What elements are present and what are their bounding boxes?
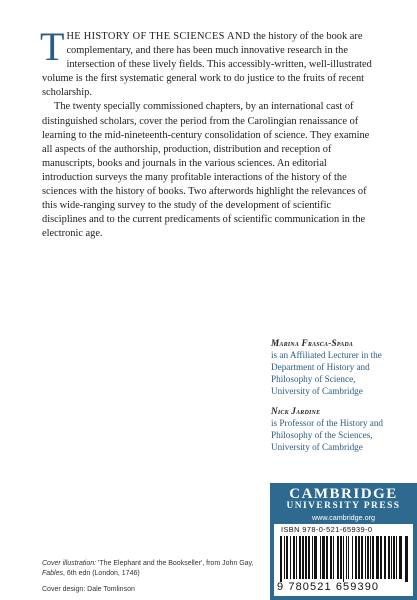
barcode-bar: [388, 536, 390, 579]
barcode-bar: [343, 536, 344, 582]
barcode-bar: [286, 536, 288, 579]
drop-cap: T: [40, 24, 65, 69]
barcode-bar: [372, 536, 374, 579]
author-bio-text: is an Affiliated Lecturer in the Department of History and Philosophy of Science, University of Cambridge: [271, 350, 382, 396]
barcode-bar: [391, 536, 392, 579]
publisher-name-line1: CAMBRIDGE: [289, 486, 398, 502]
barcode-bar: [384, 536, 386, 579]
barcode-bar: [370, 536, 371, 579]
publisher-url: www.cambridge.org: [311, 513, 376, 522]
barcode-bar: [308, 536, 310, 579]
barcode-bar: [302, 536, 304, 579]
barcode-bar: [293, 536, 295, 579]
author-bio-2: [271, 405, 391, 453]
cover-design-credit: Cover design: Dale Tomlinson: [42, 586, 135, 593]
barcode-panel: [274, 524, 413, 596]
author-name: Nick Jardine: [271, 406, 321, 416]
credit-text-a: 'The Elephant and the Bookseller', from John Gay,: [96, 560, 254, 567]
credit-book-title: Fables: [42, 569, 64, 577]
barcode-bar: [393, 536, 395, 579]
back-cover-blurb: [40, 24, 378, 241]
credit-text-b: , 6th edn (London, 1746): [63, 569, 140, 577]
barcode-bar: [314, 536, 317, 579]
barcode-bar: [346, 536, 347, 579]
author-name: Marina Frasca-Spada: [271, 338, 354, 348]
author-bio-1: [271, 337, 391, 397]
barcode-bar: [352, 536, 353, 579]
blurb-paragraph-1: [40, 24, 378, 100]
barcode-bar: [305, 536, 307, 579]
barcode-bar: [365, 536, 366, 579]
barcode-bar: [312, 536, 313, 579]
blurb-paragraph-1-text: the history of the book are complementary, and there has been much innovative research in the intersection of these lively fields. This accessibly-written, well-illustrated volume is the first systematic general work to do justice to the fruits of recent scholarship.: [42, 31, 372, 99]
barcode-bar: [290, 536, 291, 579]
barcode-bar: [396, 536, 397, 579]
barcode-bar: [376, 536, 379, 579]
barcode-bar: [348, 536, 349, 579]
barcode-bar: [337, 536, 339, 579]
cover-illustration-credit: [42, 559, 262, 578]
barcode-bar: [296, 536, 297, 579]
blurb-smallcaps-opening: HE HISTORY OF THE SCIENCES AND: [66, 31, 251, 42]
barcode-bar: [399, 536, 402, 579]
author-bio-text: is Professor of the History and Philosophy of the Sciences, University of Cambridge: [271, 418, 384, 452]
barcode-bar: [322, 536, 325, 579]
barcode-bar: [330, 536, 332, 579]
barcode-bar: [355, 536, 357, 579]
barcode-bar: [340, 536, 342, 579]
publisher-name-line2: UNIVERSITY PRESS: [286, 501, 401, 511]
barcode-bar: [367, 536, 369, 579]
barcode-icon: [278, 536, 409, 582]
barcode-bar: [358, 536, 360, 579]
blurb-paragraph-2: The twenty specially commissioned chapters, by an international cast of distinguished scholars, cover the period from the Carolingian renaissance of learning to the mid-nineteenth-century consolidation of science. They examine all aspects of the authorship, production, distribution and reception of manuscripts, books and journals in the various sciences. An editorial introduction surveys the many profitable interactions of the history of the sciences with the history of books. Two afterwords highlight the relevances of this wide-ranging survey to the study of the development of scientific disciplines and to the current predicaments of scientific communication in the electronic age.: [42, 101, 370, 240]
publisher-box: [270, 483, 417, 600]
barcode-bar: [284, 536, 285, 579]
barcode-bar: [361, 536, 363, 579]
barcode-bar: [405, 536, 408, 582]
barcode-bar: [320, 536, 321, 579]
barcode-bar: [380, 536, 382, 579]
barcode-bar: [280, 536, 282, 582]
credit-label: Cover illustration:: [42, 560, 97, 567]
barcode-bar: [333, 536, 334, 579]
barcode-bar: [326, 536, 328, 579]
isbn-label: ISBN 978-0-521-65939-0: [281, 525, 373, 534]
barcode-bar: [299, 536, 301, 579]
barcode-digits: 9 780521 659390: [277, 581, 380, 593]
